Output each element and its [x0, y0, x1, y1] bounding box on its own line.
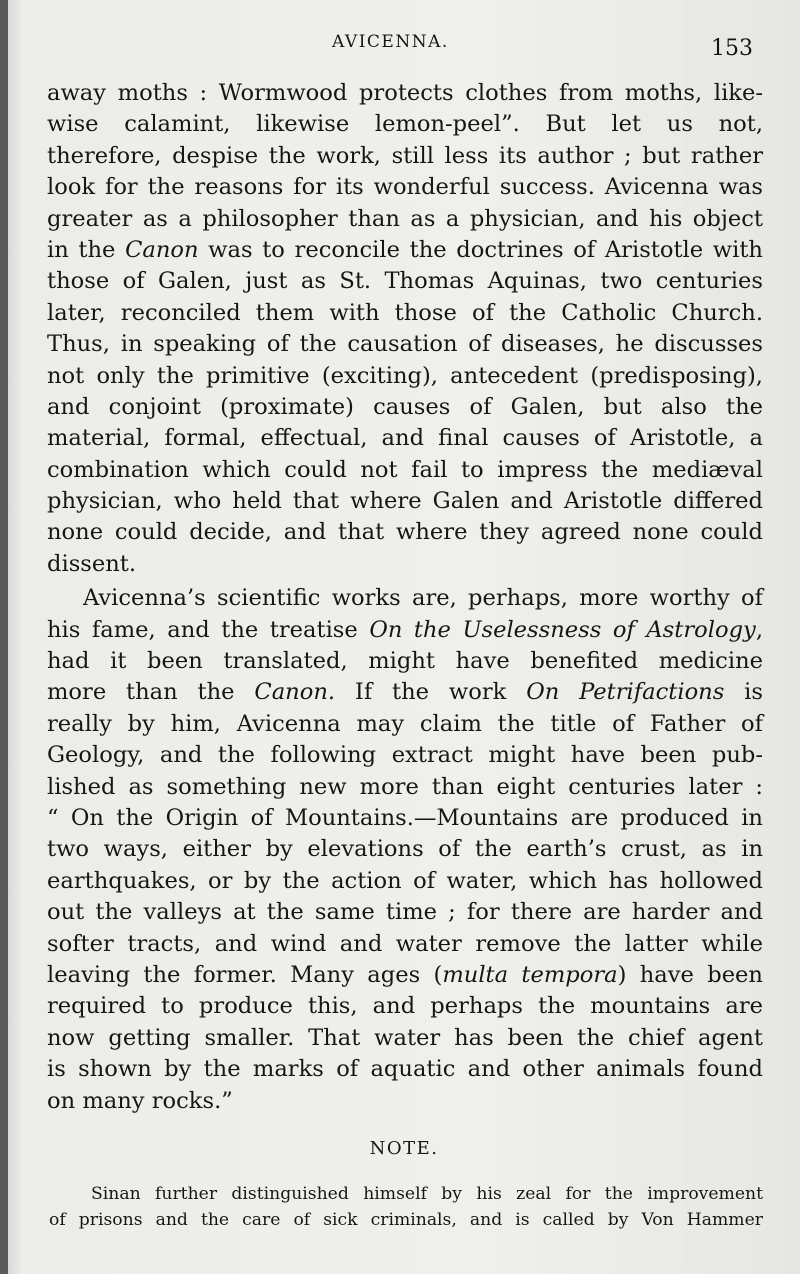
- text-line: later, reconciled them with those of the Catholic Church.: [47, 299, 763, 326]
- text-line: greater as a philosopher than as a physician, and his object: [47, 205, 763, 232]
- note-text: [49, 1181, 763, 1233]
- text-segment: leaving the former. Many ages (: [47, 961, 443, 988]
- text-line: on many rocks.”: [47, 1087, 233, 1114]
- text-segment: ,: [755, 616, 764, 643]
- text-line: Avicenna’s scientific works are, perhaps, more worthy of: [83, 585, 763, 612]
- text-segment: his fame, and the treatise: [47, 616, 370, 643]
- text-line: Geology, and the following extract might have been pub-: [47, 742, 763, 769]
- text-line: now getting smaller. That water has been the chief agent: [47, 1024, 763, 1051]
- note-line: of prisons and the care of sick criminals, and is called by Von Hammer: [49, 1210, 763, 1230]
- text-line: is shown by the marks of aquatic and other animals found: [47, 1056, 763, 1083]
- text-line: Thus, in speaking of the causation of diseases, he discusses: [47, 331, 763, 358]
- text-line: combination which could not fail to impress the mediæval: [47, 456, 763, 483]
- text-line: not only the primitive (exciting), antecedent (predisposing),: [47, 362, 763, 389]
- text-line: none could decide, and that where they agreed none could: [47, 519, 763, 546]
- text-segment: was to reconcile the doctrines of Aristotle with: [198, 236, 763, 263]
- italic-text: On the Uselessness of Astrology: [369, 616, 756, 643]
- text-line: look for the reasons for its wonderful success. Avicenna was: [47, 174, 763, 201]
- text-line: earthquakes, or by the action of water, which has hollowed: [47, 867, 763, 894]
- text-line: lished as something new more than eight centuries later :: [47, 773, 763, 800]
- italic-text: Canon.: [254, 679, 336, 706]
- text-segment: is: [724, 679, 763, 706]
- text-line: [47, 677, 763, 708]
- text-line: wise calamint, likewise lemon-peel”. But let us not,: [47, 111, 763, 138]
- text-segment: more than the: [47, 679, 255, 706]
- note-line: Sinan further distinguished himself by his zeal for the improvement: [91, 1184, 763, 1204]
- text-line: those of Galen, just as St. Thomas Aquinas, two centuries: [47, 268, 763, 295]
- text-line: [47, 615, 763, 646]
- text-line: softer tracts, and wind and water remove the latter while: [47, 930, 763, 957]
- text-line: had it been translated, might have benefited medicine: [47, 648, 763, 675]
- text-line: [47, 960, 763, 991]
- text-line: [47, 235, 763, 266]
- text-line: required to produce this, and perhaps the mountains are: [47, 993, 763, 1020]
- text-line: and conjoint (proximate) causes of Galen, but also the: [47, 393, 763, 420]
- text-line: therefore, despise the work, still less its author ; but rather: [47, 142, 763, 169]
- text-line: away moths : Wormwood protects clothes from moths, like-: [47, 80, 763, 106]
- text-line: material, formal, effectual, and final causes of Aristotle, a: [47, 425, 763, 452]
- italic-text: multa tempora: [442, 961, 618, 988]
- text-segment: If the work: [335, 679, 527, 706]
- italic-text: Canon: [125, 236, 199, 263]
- page-header: [8, 30, 800, 60]
- paragraph: [47, 78, 763, 580]
- body-text: [47, 78, 763, 1117]
- italic-text: On Petrifactions: [526, 679, 725, 706]
- text-line: “ On the Origin of Mountains.—Mountains are produced in: [47, 804, 763, 831]
- page-number: 153: [711, 36, 753, 61]
- text-line: physician, who held that where Galen and Aristotle differed: [47, 488, 763, 515]
- paragraph: [47, 583, 763, 1117]
- text-line: really by him, Avicenna may claim the title of Father of: [47, 710, 763, 737]
- text-line: two ways, either by elevations of the earth’s crust, as in: [47, 836, 763, 863]
- running-head: AVICENNA.: [332, 32, 449, 52]
- book-page: [8, 0, 800, 1274]
- text-line: dissent.: [47, 550, 137, 577]
- text-segment: ) have been: [617, 961, 763, 988]
- text-segment: in the: [47, 236, 126, 263]
- text-line: out the valleys at the same time ; for there are harder and: [47, 899, 763, 926]
- note-heading: NOTE.: [369, 1138, 439, 1159]
